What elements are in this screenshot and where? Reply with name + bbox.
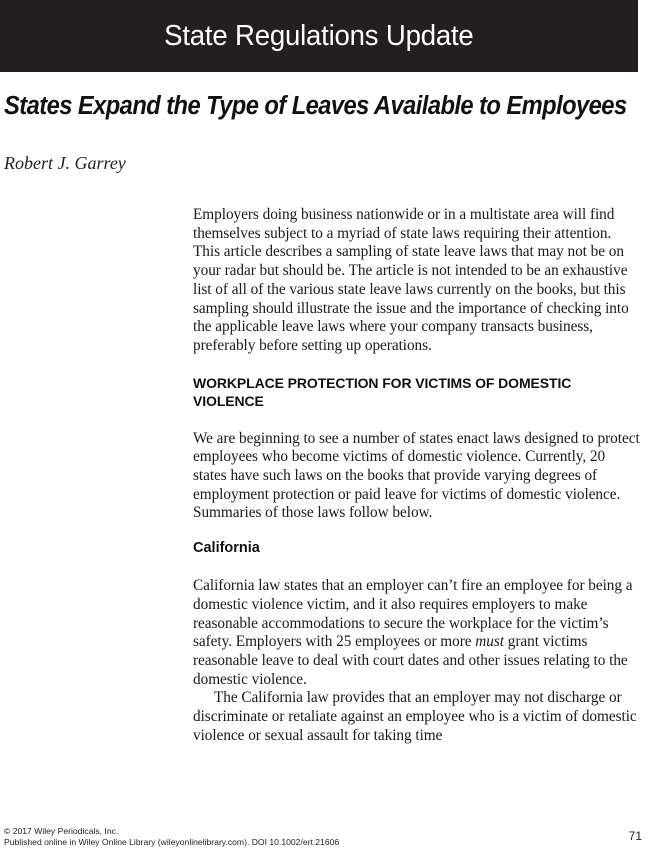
copyright-line: © 2017 Wiley Periodicals, Inc.	[4, 826, 119, 836]
section-heading: WORKPLACE PROTECTION FOR VICTIMS OF DOMESTIC VIOLENCE	[193, 374, 572, 409]
page-footer	[4, 826, 644, 847]
california-p1-text-b: grant victims reasonable leave to deal with court dates and other issues relating to the domestic violence.	[193, 633, 628, 688]
article-title: States Expand the Type of Leaves Available to Employees	[4, 92, 627, 120]
california-paragraph-1	[193, 577, 641, 689]
california-paragraph-2: The California law provides that an employer may not discharge or discriminate or retaliate against an employee who is a victim of domestic violence or sexual assault for taking time	[193, 689, 637, 744]
section-title: State Regulations Update	[164, 19, 474, 52]
page-number: 71	[628, 829, 642, 843]
intro-paragraph: Employers doing business nationwide or in a multistate area will find themselves subject to a myriad of state laws requiring their attention. This article describes a sampling of state leave laws that may not be on your radar but should be. The article is not intended to be an exhaustive list of all of the various state leave laws currently on the books, but this sampling should illustrate the issue and the importance of checking into the applicable leave laws where your company transacts business, preferably before setting up operations.	[193, 206, 629, 354]
subheading-california: California	[193, 540, 260, 557]
author-byline: Robert J. Garrey	[4, 153, 126, 173]
section-header-bar	[0, 0, 638, 72]
california-p1-emphasis: must	[475, 633, 504, 651]
california-p1-text-a: California law states that an employer can’t fire an employee for being a domestic violence victim, and it also requires employers to make reasonable accommodations to secure the workplace for the victim’s safety. Employers with 25 employees or more	[193, 577, 633, 651]
article-body	[193, 206, 641, 745]
section-paragraph: We are beginning to see a number of states enact laws designed to protect employees who become victims of domestic violence. Currently, 20 states have such laws on the books that provide varying degrees of employment protection or paid leave for victims of domestic violence. Summaries of those laws follow below.	[193, 429, 640, 522]
publication-line: Published online in Wiley Online Library (wileyonlinelibrary.com). DOI 10.1002/ert.21606	[4, 836, 340, 847]
